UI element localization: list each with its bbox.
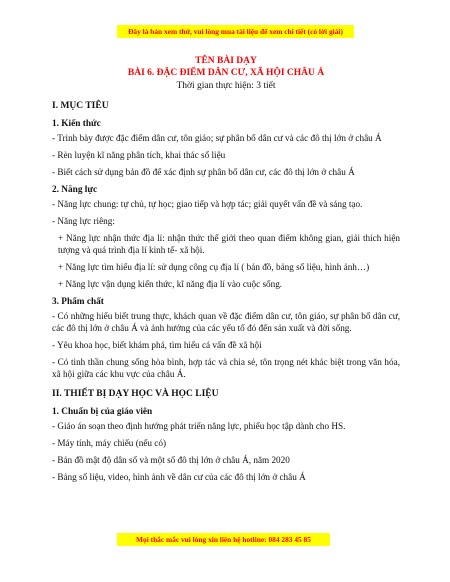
subheading-knowledge: 1. Kiến thức [52, 119, 101, 129]
teacher-prep-item: - Bản đồ mật độ dân số và một số đô thị lớn ở châu Á, năm 2020 [52, 455, 290, 465]
section-heading-equipment: II. THIẾT BỊ DẠY HỌC VÀ HỌC LIỆU [52, 389, 219, 399]
teacher-prep-item: - Máy tính, máy chiếu (nếu có) [52, 438, 167, 448]
competence-item: + Năng lực tìm hiểu địa lí: sử dụng công cụ địa lí ( bản đồ, bảng số liệu, hình ảnh…) [58, 262, 370, 272]
subheading-teacher-prep: 1. Chuẩn bị của giáo viên [52, 407, 153, 417]
competence-item: - Năng lực riêng: [52, 216, 115, 226]
lesson-title-line1: TÊN BÀI DẠY [195, 56, 257, 66]
knowledge-item: - Trình bày được đặc điểm dân cư, tôn giáo; sự phân bố dân cư và các đô thị lớn ở châu Á [52, 133, 382, 143]
lesson-content [52, 55, 400, 483]
qualities-item: - Yêu khoa học, biết khám phá, tìm hiểu cá vấn đề xã hội [52, 340, 262, 350]
knowledge-item: - Rèn luyện kĩ năng phân tích, khai thác số liệu [52, 150, 226, 160]
subheading-competence: 2. Năng lực [52, 185, 98, 195]
qualities-item: - Có tinh thần chung sống hòa bình, hợp tác và chia sẻ, tôn trọng nét khác biệt trong văn hóa, xã hội giữa các khu vực của châu Á. [52, 357, 400, 379]
preview-notice-banner: Đây là bản xem thử, vui lòng mua tài liệu để xem chi tiết (có lời giải) [117, 25, 354, 38]
teacher-prep-item: - Bảng số liệu, video, hình ảnh về dân cư của các đô thị lớn ở châu Á [52, 472, 306, 482]
time-note: Thời gian thực hiện: 3 tiết [176, 81, 276, 91]
lesson-title-line2: BÀI 6. ĐẶC ĐIỂM DÂN CƯ, XÃ HỘI CHÂU Á [127, 68, 325, 78]
qualities-item: - Có những hiểu biết trung thực, khách quan về đặc điểm dân cư, tôn giáo, sự phân bố dân cư, các đô thị lớn ở châu Á và ảnh hưởng của các yếu tố đó đến sản xuất và đời sống. [52, 311, 400, 333]
hotline-banner: Mọi thắc mắc vui lòng xin liên hệ hotline: 084 283 45 85 [117, 533, 330, 546]
competence-item: - Năng lực chung: tự chủ, tự học; giao tiếp và hợp tác; giải quyết vấn đề và sáng tạo. [52, 199, 363, 209]
knowledge-item: - Biết cách sử dụng bản đồ để xác định sự phân bố dân cư, các đô thị lớn ở châu Á [52, 167, 355, 177]
teacher-prep-item: - Giáo án soạn theo định hướng phát triển năng lực, phiếu học tập dành cho HS. [52, 421, 346, 431]
competence-item: + Năng lực vận dụng kiến thức, kĩ năng địa lí vào cuộc sống. [58, 279, 283, 289]
subheading-qualities: 3. Phẩm chất [52, 297, 104, 307]
competence-item: + Năng lực nhận thức địa lí: nhận thức thế giới theo quan điểm không gian, giải thích hiện tượng và quá trình địa lí kinh tế- xã hội. [58, 233, 400, 255]
section-heading-objectives: I. MỤC TIÊU [52, 101, 109, 111]
